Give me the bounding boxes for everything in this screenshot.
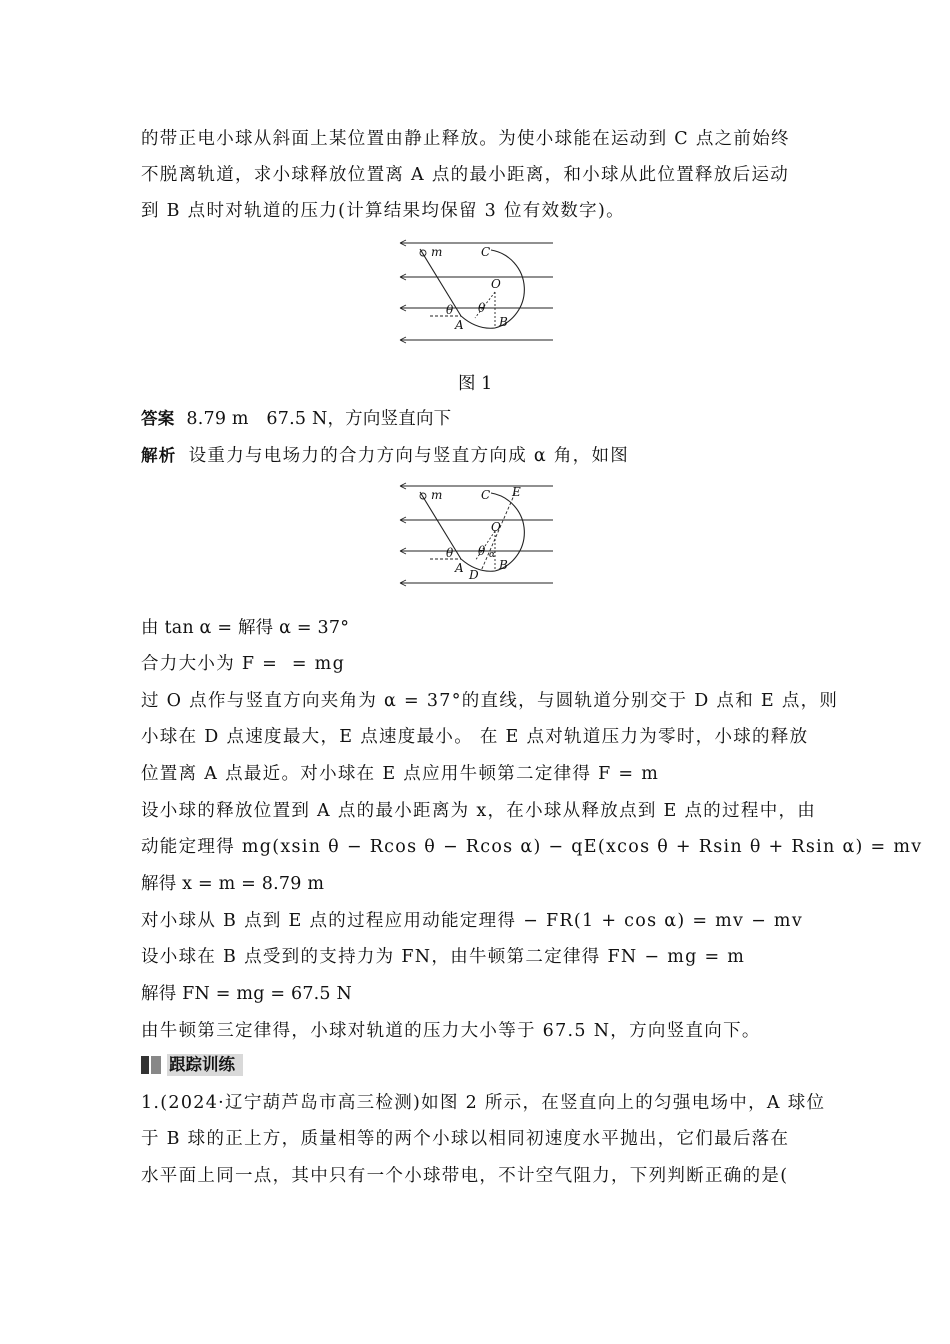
fig1-label-o: O — [491, 277, 501, 291]
answer-tag: 答案 — [141, 409, 175, 428]
analysis-line-12: 由牛顿第三定律得，小球对轨道的压力大小等于 67.5 N，方向竖直向下。 — [141, 1021, 761, 1041]
problem-line-2: 不脱离轨道，求小球释放位置离 A 点的最小距离，和小球从此位置释放后运动 — [141, 165, 790, 185]
analysis-line-5: 位置离 A 点最近。对小球在 E 点应用牛顿第二定律得 F = m — [141, 764, 660, 784]
problem-line-3: 到 B 点时对轨道的压力(计算结果均保留 3 位有效数字)。 — [141, 201, 625, 221]
analysis-line-2: 合力大小为 F = ​ = mg — [141, 654, 346, 674]
figure-1 — [395, 236, 555, 346]
analysis-line-1: 由 tan α = 解得 α = 37° — [141, 618, 350, 638]
fig1-label-theta-a: θ — [446, 303, 454, 317]
problem-line-1: 的带正电小球从斜面上某位置由静止释放。为使小球能在运动到 C 点之前始终 — [141, 129, 790, 149]
question1-line-3: 水平面上同一点，其中只有一个小球带电，不计空气阻力，下列判断正确的是( — [141, 1166, 789, 1186]
fig2-label-a: A — [455, 561, 464, 575]
analysis-line-8: 解得 x = m = 8.79 m — [141, 874, 325, 894]
fig1-label-b: B — [499, 315, 508, 329]
analysis-intro: 设重力与电场力的合力方向与竖直方向成 α 角，如图 — [188, 446, 630, 466]
analysis-line-7: 动能定理得 mg(xsin θ − Rcos θ − Rcos α) − qE(xcos θ + Rsin θ + Rsin α) = mv — [141, 837, 923, 857]
answer-line — [141, 406, 451, 432]
fig2-label-c: C — [481, 488, 491, 502]
analysis-line-9: 对小球从 B 点到 E 点的过程应用动能定理得 − FR(1 + cos α) = mv − mv — [141, 911, 804, 931]
fig2-label-b: B — [499, 558, 508, 572]
fig1-label-m: m — [431, 245, 443, 259]
section-title: 跟踪训练 — [167, 1054, 243, 1076]
question1-line-1: 1.(2024·辽宁葫芦岛市高三检测)如图 2 所示，在竖直向上的匀强电场中，A 球位 — [141, 1093, 826, 1113]
fig2-label-o: O — [491, 520, 501, 534]
fig2-label-theta-a: θ — [446, 546, 454, 560]
question1-line-2: 于 B 球的正上方，质量相等的两个小球以相同初速度水平抛出，它们最后落在 — [141, 1129, 790, 1149]
analysis-intro-line — [141, 443, 629, 469]
analysis-line-3: 过 O 点作与竖直方向夹角为 α = 37°的直线，与圆轨道分别交于 D 点和 E 点，则 — [141, 691, 839, 711]
fig1-label-theta-o: θ — [478, 301, 486, 315]
fig2-label-d: D — [469, 568, 479, 582]
analysis-line-4: 小球在 D 点速度最大，E 点速度最小。 在 E 点对轨道压力为零时，小球的释放 — [141, 727, 809, 747]
answer-text: 8.79 m 67.5 N，方向竖直向下 — [186, 409, 452, 429]
fig2-label-alpha: α — [489, 550, 496, 560]
fig2-label-theta-o: θ — [478, 544, 486, 558]
fig2-label-m: m — [431, 488, 443, 502]
fig1-label-a: A — [455, 318, 464, 332]
analysis-line-6: 设小球的释放位置到 A 点的最小距离为 x，在小球从释放点到 E 点的过程中，由 — [141, 801, 817, 821]
section-marker-icon — [141, 1056, 163, 1074]
analysis-line-10: 设小球在 B 点受到的支持力为 FN，由牛顿第二定律得 FN − mg = m — [141, 947, 746, 967]
fig1-label-c: C — [481, 245, 491, 259]
figure-2 — [395, 479, 555, 589]
analysis-tag: 解析 — [141, 446, 177, 465]
analysis-line-11: 解得 FN = mg = 67.5 N — [141, 984, 353, 1004]
section-header — [141, 1053, 243, 1077]
fig2-label-e: E — [512, 485, 521, 499]
figure-1-caption: 图 1 — [458, 374, 493, 394]
